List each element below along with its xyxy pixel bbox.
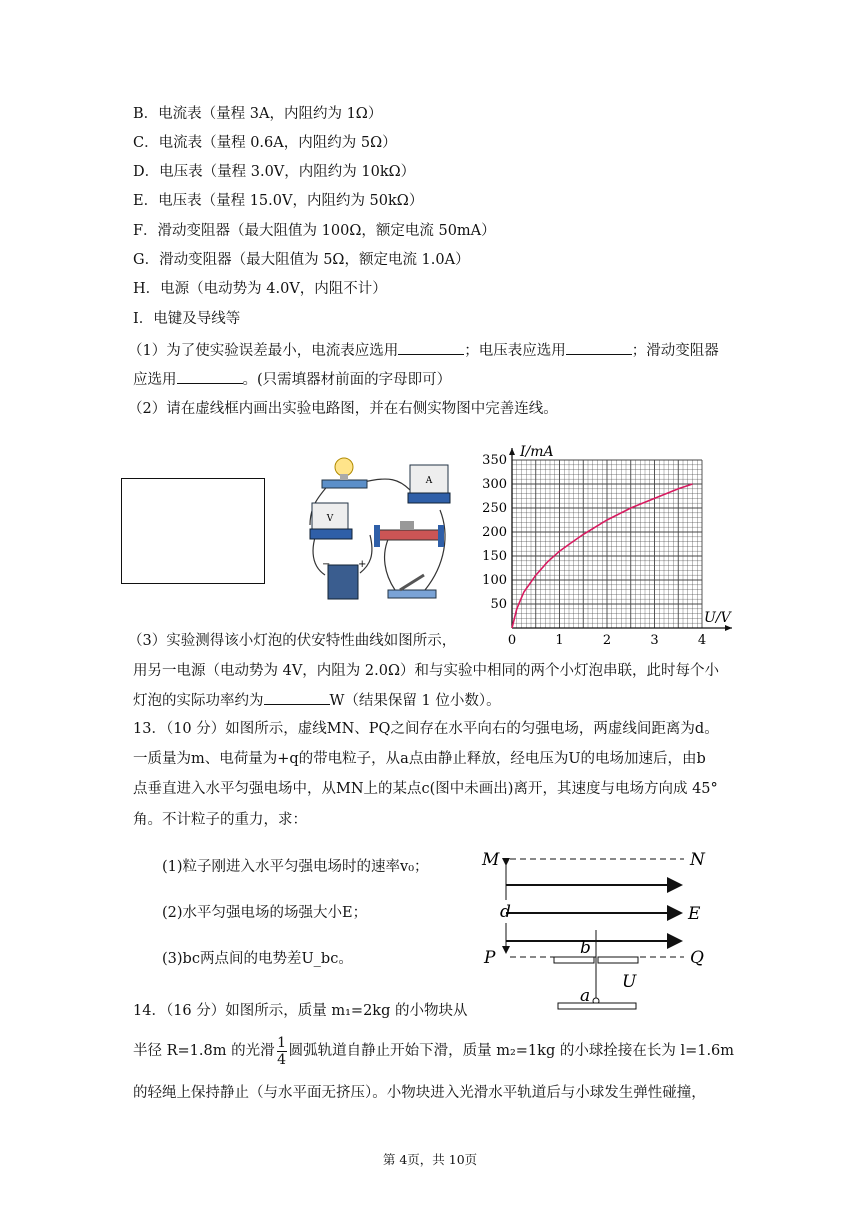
chart-xlabel: U/V [704,610,731,626]
battery-icon [322,559,366,599]
chart-x-tick-label: 2 [602,633,612,648]
chart-y-tick-label: 300 [482,477,507,492]
q13-line4: 角。不计粒子的重力，求： [133,812,307,828]
q3-line1: （3）实验测得该小灯泡的伏安特性曲线如图所示， [128,633,457,649]
svg-text:P: P [484,948,496,968]
svg-text:N: N [690,850,705,870]
bulb-icon [322,458,367,488]
q13-line2: 一质量为m、电荷量为+q的带电粒子，从a点由静止释放，经电压为U的电场加速后，由b [133,751,706,767]
chart-y-tick-label: 350 [482,453,507,468]
q13-line1: 13．（10 分）如图所示，虚线MN、PQ之间存在水平向右的匀强电场，两虚线间距离为d。 [133,721,719,737]
chart-y-tick-label: 50 [490,597,507,612]
rheostat-icon [374,521,444,547]
svg-text:V: V [326,514,334,524]
voltmeter-icon [310,503,352,539]
q13-sub3: (3)bc两点间的电势差U_bc。 [162,951,353,967]
svg-text:b: b [580,938,591,958]
svg-text:+: + [358,559,367,570]
q13-line3: 点垂直进入水平匀强电场中，从MN上的某点c(图中未画出)离开，其速度与电场方向成 45° [133,781,718,797]
chart-y-arrow [509,448,515,455]
chart-y-tick-label: 250 [482,501,507,516]
apparatus-illustration [300,455,460,605]
chart-x-tick-label: 4 [697,633,707,648]
q13-sub1: (1)粒子刚进入水平匀强电场时的速率v₀； [162,859,429,875]
q14-line1: 14．（16 分）如图所示，质量 m₁=2kg 的小物块从 [133,1003,468,1019]
option-e: E．电压表（量程 15.0V，内阻约为 50kΩ） [133,193,424,209]
chart-x-tick-label: 1 [555,633,564,648]
q1-line2: 应选用 。(只需填器材前面的字母即可） [133,369,451,390]
field-diagram [476,845,736,1015]
q14-line3: 的轻绳上保持静止（与水平面无挤压）。小物块进入光滑水平轨道后与小球发生弹性碰撞， [133,1085,706,1101]
chart-y-tick-label: 150 [482,549,507,564]
answer-blank-power[interactable] [264,690,330,705]
svg-text:d: d [500,902,511,922]
answer-blank-voltmeter[interactable] [566,340,632,355]
q3-line3: 灯泡的实际功率约为 W（结果保留 1 位小数）。 [133,690,501,711]
switch-icon [388,575,436,598]
svg-text:M: M [482,850,500,870]
q2-line: （2）请在虚线框内画出实验电路图，并在右侧实物图中完善连线。 [128,401,558,417]
svg-text:a: a [580,986,591,1006]
option-h: H．电源（电动势为 4.0V，内阻不计） [133,281,387,297]
option-b: B．电流表（量程 3A，内阻约为 1Ω） [133,106,383,122]
option-i: I．电键及导线等 [133,311,241,327]
option-f: F．滑动变阻器（最大阻值为 100Ω，额定电流 50mA） [133,223,496,239]
quarter-fraction: $\frac{1}{4}$ [277,1034,287,1068]
chart-x-tick-label: 3 [650,633,659,648]
chart-x-tick-label: 0 [507,633,517,648]
chart-y-tick-label: 100 [482,573,507,588]
svg-text:E: E [688,904,701,924]
svg-text:A: A [425,476,433,486]
circuit-diagram-box[interactable] [121,478,265,584]
svg-text:Q: Q [690,948,704,968]
option-d: D．电压表（量程 3.0V，内阻约为 10kΩ） [133,164,416,180]
answer-blank-rheostat[interactable] [177,369,243,384]
iu-characteristic-chart [470,440,750,650]
chart-ylabel: I/mA [520,444,554,460]
page-footer: 第 4页，共 10页 [382,1152,478,1167]
svg-text:U: U [622,972,637,992]
option-c: C．电流表（量程 0.6A，内阻约为 5Ω） [133,135,397,151]
answer-blank-ammeter[interactable] [398,340,464,355]
option-g: G．滑动变阻器（最大阻值为 5Ω，额定电流 1.0A） [133,252,470,268]
q1-line1: （1）为了使实验误差最小，电流表应选用 ；电压表应选用 ；滑动变阻器 [128,340,719,361]
q3-line2: 用另一电源（电动势为 4V，内阻为 2.0Ω）和与实验中相同的两个小灯泡串联，此时每个小 [133,663,719,679]
chart-y-tick-label: 200 [482,525,507,540]
svg-text:−: − [322,559,331,570]
q13-sub2: (2)水平匀强电场的场强大小E； [162,905,368,921]
ammeter-icon [408,465,450,503]
q14-line2: 半径 R=1.8m 的光滑 $\frac{1}{4}$ 圆弧轨道自静止开始下滑，质量 m₂=1kg 的小球拴接在长为 l=1.6m [133,1034,735,1068]
